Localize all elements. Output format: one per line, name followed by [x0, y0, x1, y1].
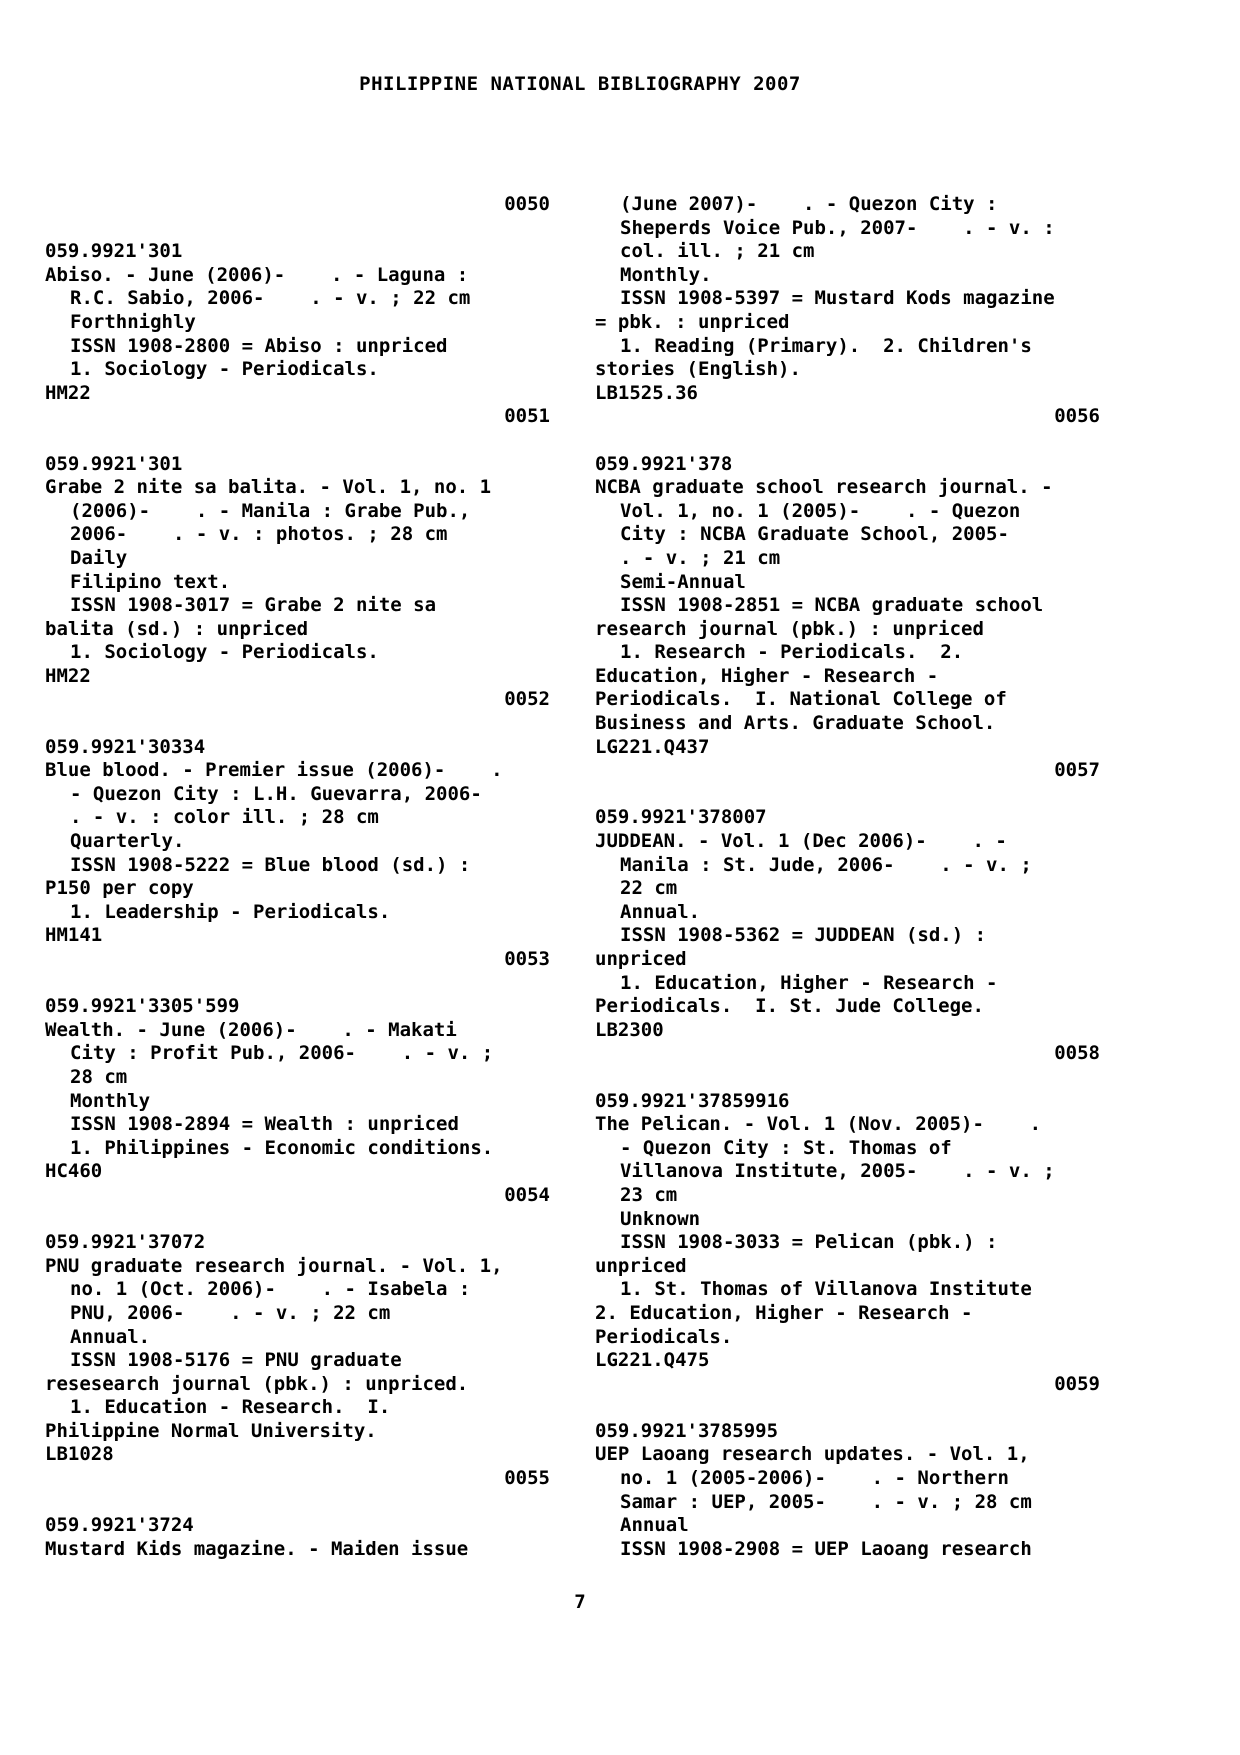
entry-line: HM141: [45, 924, 103, 947]
entry-line: 1. Philippines - Economic conditions.: [70, 1136, 494, 1159]
entry-line: Sheperds Voice Pub., 2007- . - v. :: [620, 216, 1055, 239]
entry-line: research journal (pbk.) : unpriced: [595, 617, 984, 640]
entry-line: no. 1 (2005-2006)- . - Northern: [620, 1467, 1009, 1490]
entry-line: 1. Leadership - Periodicals.: [70, 900, 391, 923]
entry-line: HM22: [45, 381, 91, 404]
entry-line: R.C. Sabio, 2006- . - v. ; 22 cm: [70, 287, 471, 310]
entry-line: Periodicals. I. St. Jude College.: [595, 995, 984, 1018]
blank-line: [45, 1491, 550, 1515]
entry-line: 059.9921'30334: [45, 735, 206, 758]
entry-line: HM22: [45, 664, 91, 687]
entry-line: LB2300: [595, 1018, 664, 1041]
entry-line: ISSN 1908-2894 = Wealth : unpriced: [70, 1113, 459, 1136]
entry-line: Unknown: [620, 1207, 701, 1230]
entry-line: 2. Education, Higher - Research -: [595, 1301, 973, 1324]
entry-line: col. ill. ; 21 cm: [620, 240, 815, 263]
blank-line: [595, 1066, 1100, 1090]
blank-line: [45, 429, 550, 453]
page-number: 7: [574, 1591, 586, 1613]
entry-number: 0055: [504, 1467, 550, 1490]
entry-line: Annual.: [70, 1325, 151, 1348]
entry-line: Vol. 1, no. 1 (2005)- . - Quezon: [620, 499, 1021, 522]
entry-line: (2006)- . - Manila : Grabe Pub.,: [70, 499, 471, 522]
entry-line: Business and Arts. Graduate School.: [595, 712, 996, 735]
entry-line: . - v. : color ill. ; 28 cm: [70, 806, 379, 829]
entry-line: PNU graduate research journal. - Vol. 1,: [45, 1254, 503, 1277]
entry-line: Semi-Annual: [620, 570, 746, 593]
entry-number: 0053: [504, 948, 550, 970]
entry-number: 0056: [1054, 405, 1100, 428]
entry-line: LB1525.36: [595, 381, 698, 404]
entry-line: Education, Higher - Research -: [595, 664, 939, 687]
entry-line: 059.9921'378007: [595, 806, 767, 829]
right-column: [595, 193, 1100, 1561]
entry-line: Daily: [70, 546, 128, 569]
entry-line: Monthly: [70, 1089, 151, 1112]
entry-line: 23 cm: [620, 1183, 678, 1206]
page-title: PHILIPPINE NATIONAL BIBLIOGRAPHY 2007: [359, 73, 801, 95]
entry-line: Blue blood. - Premier issue (2006)- .: [45, 759, 503, 782]
entry-line: City : Profit Pub., 2006- . - v. ;: [70, 1042, 494, 1065]
entry-line: unpriced: [595, 948, 687, 970]
entry-number: 0059: [1054, 1372, 1100, 1395]
entry-line: balita (sd.) : unpriced: [45, 617, 309, 640]
entry-line: Philippine Normal University.: [45, 1419, 377, 1442]
entry-line: Mustard Kids magazine. - Maiden issue: [45, 1537, 469, 1560]
entry-line: ISSN 1908-2800 = Abiso : unpriced: [70, 334, 448, 357]
entry-line: stories (English).: [595, 358, 801, 381]
entry-line: Wealth. - June (2006)- . - Makati: [45, 1018, 457, 1041]
entry-line: LG221.Q475: [595, 1349, 710, 1372]
entry-line: Grabe 2 nite sa balita. - Vol. 1, no. 1: [45, 476, 492, 499]
entry-line: The Pelican. - Vol. 1 (Nov. 2005)- .: [595, 1113, 1042, 1136]
entry-line: 28 cm: [70, 1065, 128, 1088]
entry-line: 1. Education, Higher - Research -: [620, 971, 998, 994]
entry-line: Monthly.: [620, 263, 712, 286]
entry-line: ISSN 1908-3033 = Pelican (pbk.) :: [620, 1231, 998, 1254]
entry-line: 1. Sociology - Periodicals.: [70, 358, 379, 381]
entry-line: 22 cm: [620, 877, 678, 900]
entry-number: 0050: [504, 193, 550, 215]
entry-line: ISSN 1908-2908 = UEP Laoang research: [620, 1537, 1032, 1560]
blank-line: [45, 1208, 550, 1232]
entry-line: ISSN 1908-5362 = JUDDEAN (sd.) :: [620, 924, 987, 947]
entry-line: Filipino text.: [70, 570, 231, 593]
entry-line: ISSN 1908-5222 = Blue blood (sd.) :: [70, 853, 471, 876]
entry-line: Periodicals.: [595, 1325, 733, 1348]
entry-line: Manila : St. Jude, 2006- . - v. ;: [620, 853, 1032, 876]
entry-line: Villanova Institute, 2005- . - v. ;: [620, 1160, 1055, 1183]
entry-line: 059.9921'37859916: [595, 1089, 790, 1112]
entry-line: ISSN 1908-5176 = PNU graduate: [70, 1349, 402, 1372]
entry-line: = pbk. : unpriced: [595, 310, 790, 333]
entry-line: 059.9921'3785995: [595, 1419, 779, 1442]
entry-line: LG221.Q437: [595, 735, 710, 758]
entry-line: 059.9921'3305'599: [45, 995, 240, 1018]
blank-line: [45, 972, 550, 996]
left-column: [45, 193, 550, 1561]
entry-number: 0057: [1054, 759, 1100, 782]
entry-line: 1. Reading (Primary). 2. Children's: [620, 334, 1032, 357]
blank-line: [595, 1396, 1100, 1420]
entry-line: 1. Education - Research. I.: [70, 1396, 391, 1419]
entry-line: ISSN 1908-2851 = NCBA graduate school: [620, 594, 1044, 617]
entry-line: City : NCBA Graduate School, 2005-: [620, 523, 1009, 546]
entry-line: Annual.: [620, 900, 701, 923]
entry-line: 059.9921'3724: [45, 1514, 194, 1537]
blank-line: [45, 217, 550, 241]
entry-line: ISSN 1908-3017 = Grabe 2 nite sa: [70, 594, 437, 617]
entry-line: 059.9921'378: [595, 452, 733, 475]
entry-line: 059.9921'301: [45, 240, 183, 263]
entry-line: 059.9921'37072: [45, 1231, 206, 1254]
entry-line: . - v. ; 21 cm: [620, 546, 781, 569]
entry-line: 1. Sociology - Periodicals.: [70, 641, 379, 664]
entry-line: UEP Laoang research updates. - Vol. 1,: [595, 1443, 1030, 1466]
entry-number: 0052: [504, 688, 550, 711]
entry-line: - Quezon City : St. Thomas of: [620, 1136, 952, 1159]
blank-line: [595, 429, 1100, 453]
entry-line: NCBA graduate school research journal. -: [595, 476, 1053, 499]
entry-number: 0051: [504, 405, 550, 428]
entry-line: 2006- . - v. : photos. ; 28 cm: [70, 523, 448, 546]
entry-line: (June 2007)- . - Quezon City :: [620, 193, 998, 215]
blank-line: [595, 783, 1100, 807]
entry-line: Annual: [620, 1514, 689, 1537]
entry-line: no. 1 (Oct. 2006)- . - Isabela :: [70, 1278, 471, 1301]
entry-line: resesearch journal (pbk.) : unpriced.: [45, 1372, 469, 1395]
entry-line: Samar : UEP, 2005- . - v. ; 28 cm: [620, 1490, 1032, 1513]
entry-line: Quarterly.: [70, 830, 185, 853]
entry-line: Periodicals. I. National College of: [595, 688, 1007, 711]
entry-line: HC460: [45, 1160, 103, 1183]
entry-line: PNU, 2006- . - v. ; 22 cm: [70, 1301, 391, 1324]
entry-line: 1. St. Thomas of Villanova Institute: [620, 1278, 1032, 1301]
entry-line: Forthnighly: [70, 310, 196, 333]
entry-line: JUDDEAN. - Vol. 1 (Dec 2006)- . -: [595, 830, 1007, 853]
entry-line: 059.9921'301: [45, 452, 183, 475]
blank-line: [45, 712, 550, 736]
entry-line: LB1028: [45, 1443, 114, 1466]
entry-line: Abiso. - June (2006)- . - Laguna :: [45, 263, 469, 286]
entry-number: 0058: [1054, 1042, 1100, 1065]
entry-line: ISSN 1908-5397 = Mustard Kods magazine: [620, 287, 1055, 310]
entry-line: 1. Research - Periodicals. 2.: [620, 641, 964, 664]
entry-number: 0054: [504, 1183, 550, 1206]
entry-line: - Quezon City : L.H. Guevarra, 2006-: [70, 782, 482, 805]
entry-line: P150 per copy: [45, 877, 194, 900]
entry-line: unpriced: [595, 1254, 687, 1277]
